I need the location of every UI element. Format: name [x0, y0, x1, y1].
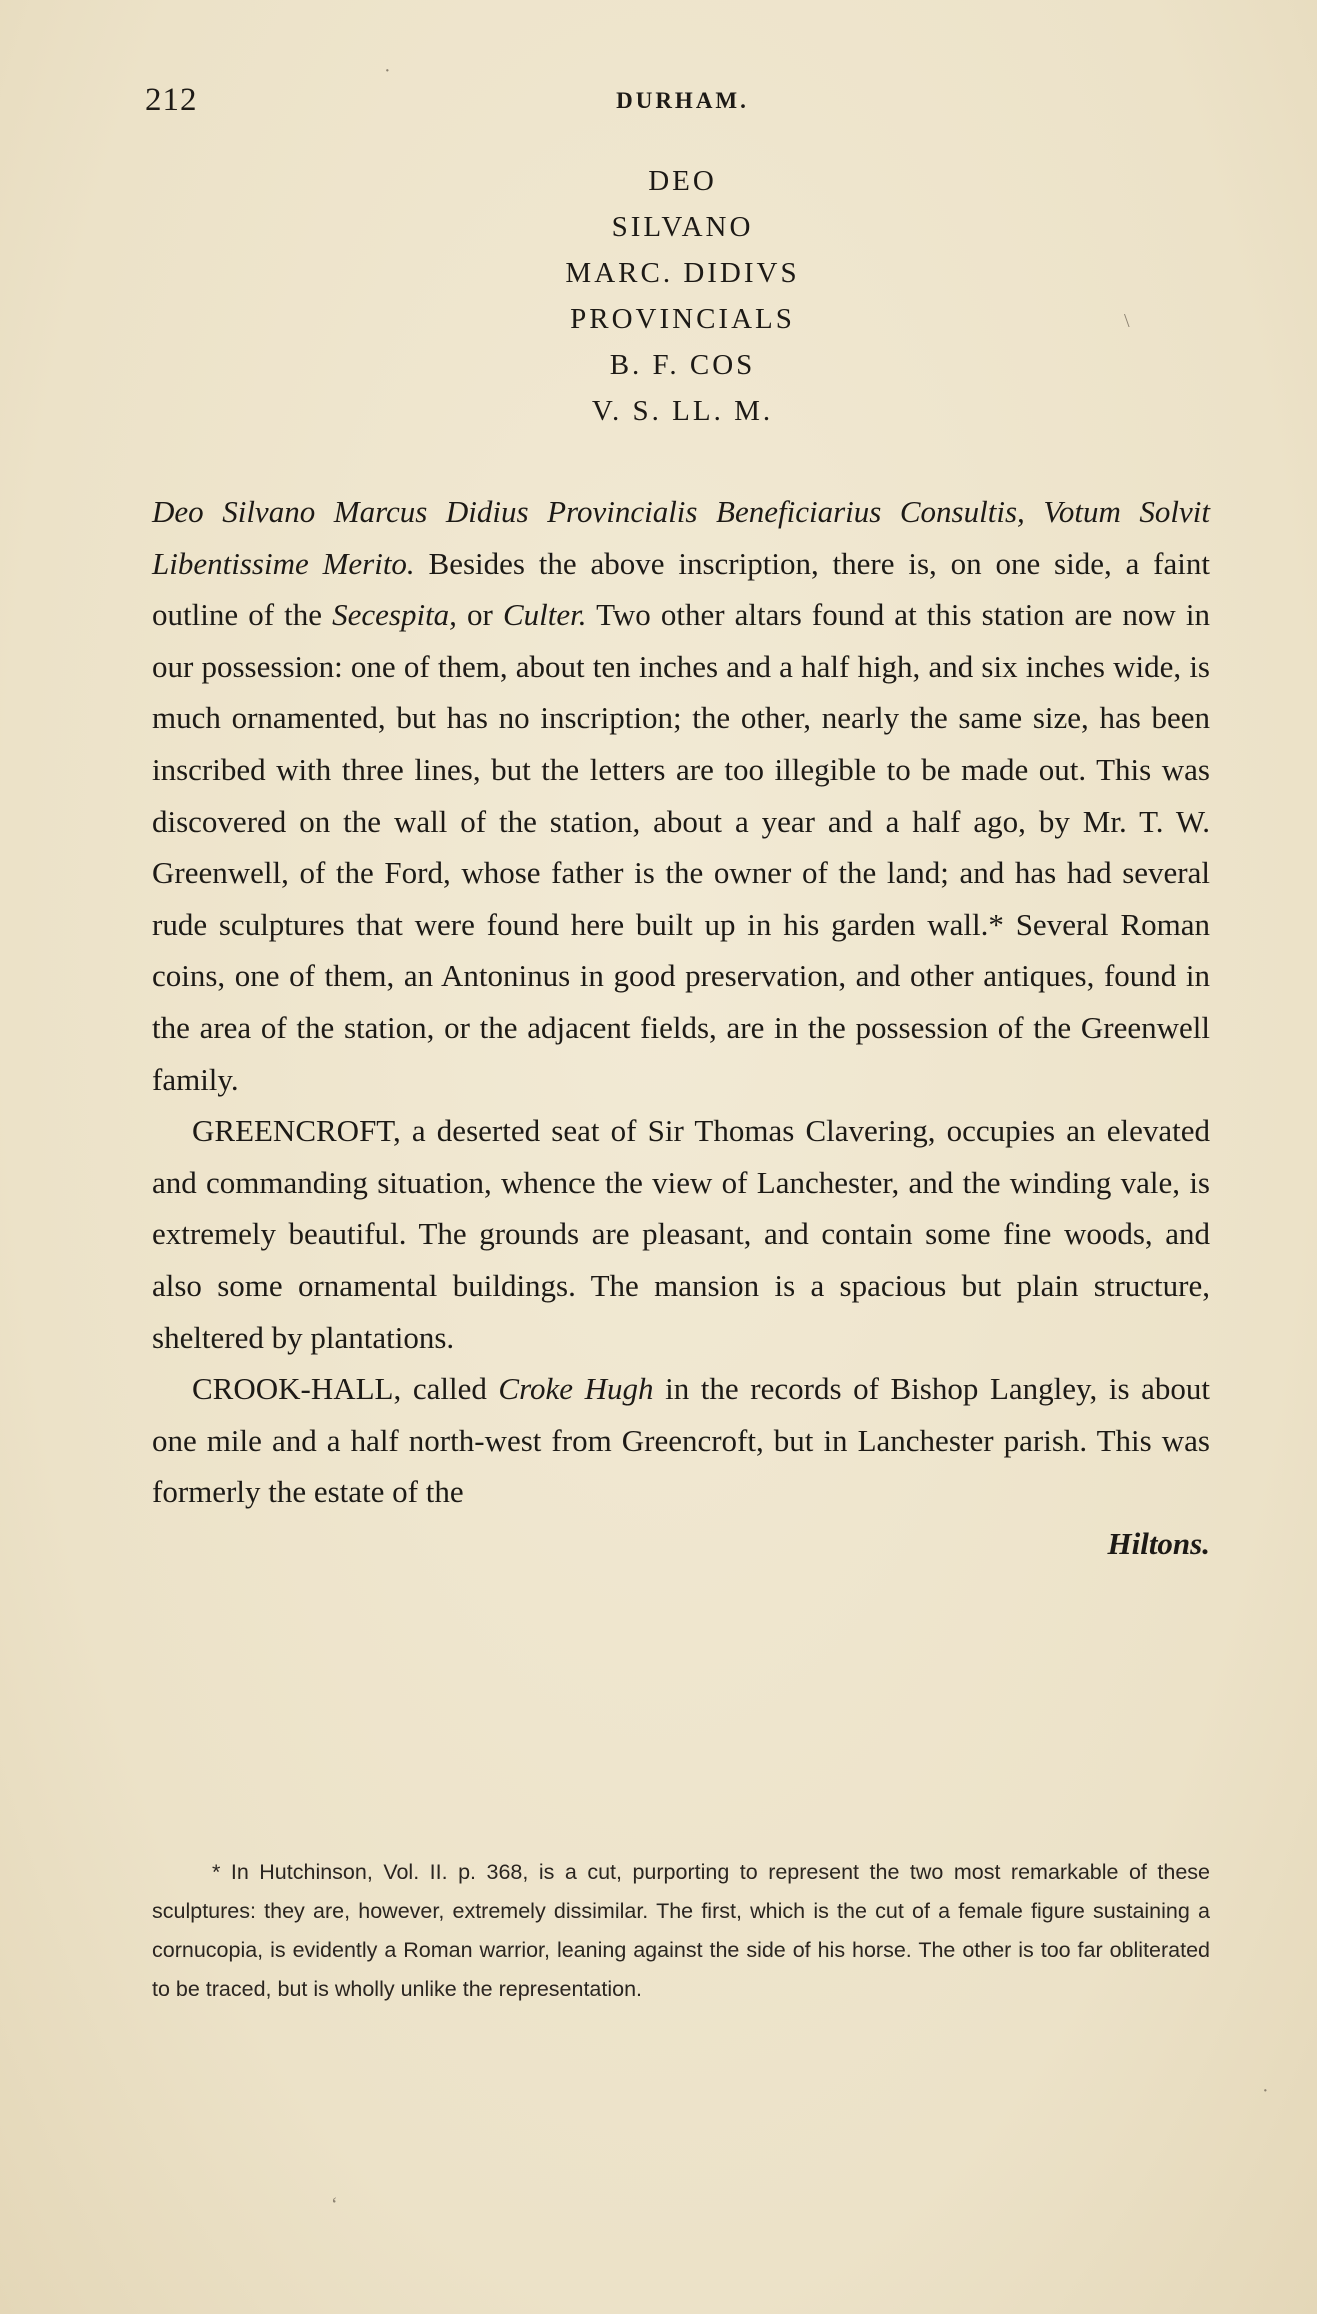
paragraph-text: in the records of Bishop Langley, is about one mile and a half north-west from Greencroft, but in Lanchester parish. This was formerly the estate of the [152, 1371, 1210, 1510]
inscription-line: SILVANO [611, 211, 754, 243]
paragraph-inscription-expansion [152, 486, 1210, 1105]
page-number: 212 [145, 82, 198, 118]
italic-term: Secespita, [332, 597, 457, 633]
paragraph-text: Besides the above inscription, there is, on one side, a faint outline of the [152, 545, 1210, 633]
body-text [152, 486, 1210, 1569]
inscription-line: DEO [648, 165, 717, 197]
paragraph-text: Two other altars found at this station are now in our possession: one of them, about ten inches and a half high, and six inches wide, is much ornamented, but has no inscription; the other, nearly the same size, has been inscribed with three lines, but the letters are too illegible to be made out. This was discovered on the wall of the station, about a year and a half ago, by Mr. T. W. Greenwell, of the Ford, whose father is the owner of the land; and has had several rude sculptures that were found here built up in his garden wall.* Several Roman coins, one of them, an Antoninus in good preservation, and other antiques, found in the area of the station, or the adjacent fields, are in the possession of the Greenwell family. [152, 597, 1210, 1097]
paragraph-crook-hall [152, 1363, 1210, 1518]
paragraph-greencroft: GREENCROFT, a deserted seat of Sir Thomas Clavering, occupies an elevated and commanding situation, whence the view of Lanchester, and the winding vale, is extremely beautiful. The grounds are pleasant, and contain some fine woods, and also some ornamental buildings. The mansion is a spacious but plain structure, sheltered by plantations. [152, 1113, 1210, 1355]
italic-term: Culter. [502, 597, 587, 633]
footnote: * In Hutchinson, Vol. II. p. 368, is a cut, purporting to represent the two most remarkable of these sculptures: they are, however, extremely dissimilar. The first, which is the cut of a female figure sustaining a cornucopia, is evidently a Roman warrior, leaning against the side of his horse. The other is too far obliterated to be traced, but is wholly unlike the representation. [152, 1860, 1210, 2001]
speck-mark: \ [1124, 310, 1130, 332]
speck-mark: · [384, 60, 391, 82]
inscription-line: B. F. COS [609, 349, 756, 381]
inscription-line: PROVINCIALS [570, 303, 795, 335]
paragraph-text: or [456, 597, 503, 633]
inscription-line: MARC. DIDIVS [565, 257, 800, 289]
italic-term: Croke Hugh [498, 1371, 654, 1407]
speck-mark: · [1262, 2080, 1269, 2102]
paragraph-text: CROOK-HALL, called [192, 1371, 499, 1407]
speck-mark: ‘ [331, 2194, 338, 2216]
roman-inscription [145, 158, 1220, 434]
catchword: Hiltons. [1107, 1525, 1210, 1561]
inscription-line: V. S. LL. M. [591, 395, 774, 427]
page-header [145, 82, 1220, 122]
running-head: DURHAM. [616, 88, 749, 113]
inscription-expansion: Deo Silvano Marcus Didius Provincialis Beneficiarius Consultis, Votum Solvit Libentissime Merito. [152, 494, 1210, 581]
